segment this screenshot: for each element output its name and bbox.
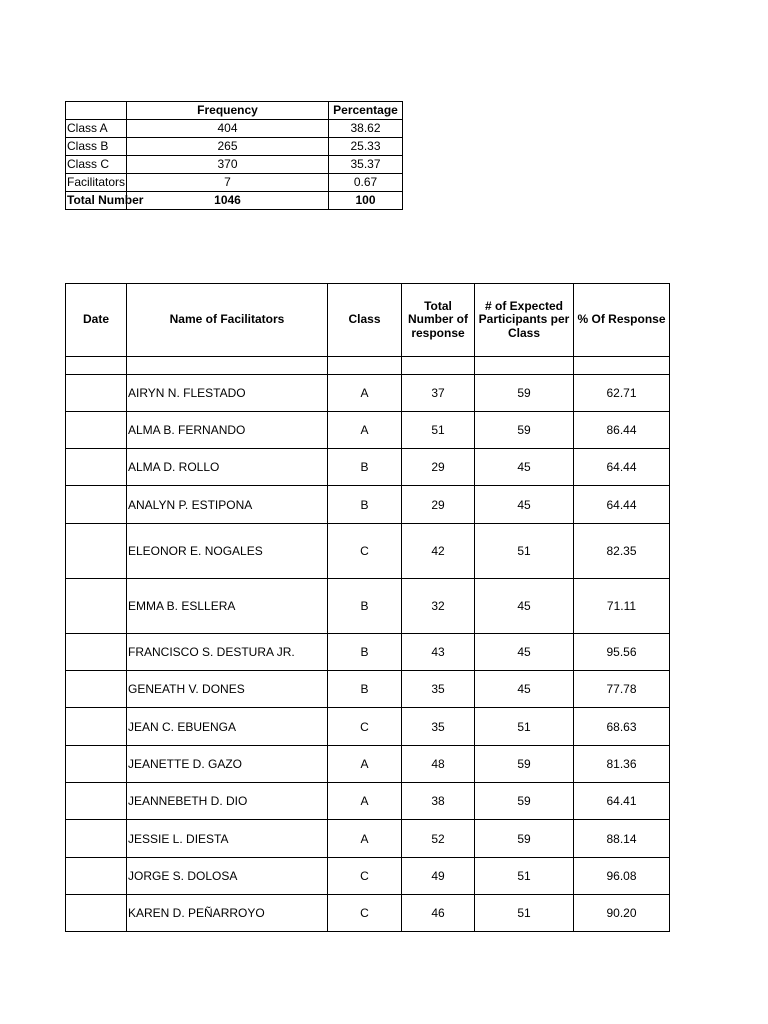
total-response-cell: 46: [402, 895, 475, 932]
date-cell: [66, 524, 127, 579]
date-cell: [66, 783, 127, 820]
date-cell: [66, 486, 127, 524]
percent-response-cell: 95.56: [574, 634, 670, 671]
class-cell: B: [328, 671, 402, 708]
summary-header-percentage: Percentage: [329, 102, 403, 120]
facilitator-row: [66, 524, 670, 579]
date-cell: [66, 820, 127, 858]
facilitators-header-row: [66, 284, 670, 357]
facilitator-name: JEAN C. EBUENGA: [127, 708, 328, 746]
facilitator-row: [66, 412, 670, 449]
class-cell: C: [328, 708, 402, 746]
facilitator-name: JEANETTE D. GAZO: [127, 746, 328, 783]
total-response-cell: 35: [402, 671, 475, 708]
percent-response-cell: 64.44: [574, 449, 670, 486]
header-date: Date: [66, 284, 127, 357]
facilitator-row: [66, 375, 670, 412]
percent-response-cell: 64.41: [574, 783, 670, 820]
summary-row-frequency: 370: [127, 156, 329, 174]
date-cell: [66, 375, 127, 412]
percent-response-cell: 90.20: [574, 895, 670, 932]
percent-response-cell: 71.11: [574, 579, 670, 634]
facilitator-row: [66, 579, 670, 634]
facilitator-row: [66, 746, 670, 783]
total-response-cell: 43: [402, 634, 475, 671]
total-response-cell: 32: [402, 579, 475, 634]
class-cell: C: [328, 895, 402, 932]
facilitators-table: [65, 283, 670, 932]
header-expected: # of Expected Participants per Class: [475, 284, 574, 357]
summary-row-percentage: 0.67: [329, 174, 403, 192]
summary-header-label: [66, 102, 127, 120]
class-cell: A: [328, 746, 402, 783]
expected-participants-cell: 59: [475, 746, 574, 783]
percent-response-cell: 96.08: [574, 858, 670, 895]
total-response-cell: 37: [402, 375, 475, 412]
expected-participants-cell: 45: [475, 579, 574, 634]
expected-participants-cell: 51: [475, 524, 574, 579]
summary-row-label: Class C: [66, 156, 127, 174]
summary-row-label: Class B: [66, 138, 127, 156]
facilitator-name: GENEATH V. DONES: [127, 671, 328, 708]
total-response-cell: 52: [402, 820, 475, 858]
facilitator-name: FRANCISCO S. DESTURA JR.: [127, 634, 328, 671]
expected-participants-cell: 51: [475, 858, 574, 895]
expected-participants-cell: 51: [475, 708, 574, 746]
total-response-cell: 35: [402, 708, 475, 746]
summary-row: [66, 138, 403, 156]
header-percent-response: % Of Response: [574, 284, 670, 357]
percent-response-cell: 82.35: [574, 524, 670, 579]
percent-response-cell: 68.63: [574, 708, 670, 746]
summary-header-row: [66, 102, 403, 120]
expected-participants-cell: 59: [475, 412, 574, 449]
date-cell: [66, 449, 127, 486]
facilitator-name: ELEONOR E. NOGALES: [127, 524, 328, 579]
summary-row: [66, 156, 403, 174]
summary-row: [66, 174, 403, 192]
class-cell: A: [328, 412, 402, 449]
summary-row-percentage: 38.62: [329, 120, 403, 138]
total-response-cell: 42: [402, 524, 475, 579]
percent-response-cell: 62.71: [574, 375, 670, 412]
facilitator-row: [66, 634, 670, 671]
class-cell: A: [328, 375, 402, 412]
summary-row-frequency: 7: [127, 174, 329, 192]
expected-participants-cell: 59: [475, 375, 574, 412]
percent-response-cell: 64.44: [574, 486, 670, 524]
class-cell: B: [328, 579, 402, 634]
spacer-cell: [66, 357, 127, 375]
facilitator-row: [66, 486, 670, 524]
facilitator-name: ANALYN P. ESTIPONA: [127, 486, 328, 524]
class-cell: C: [328, 858, 402, 895]
facilitator-name: JEANNEBETH D. DIO: [127, 783, 328, 820]
date-cell: [66, 412, 127, 449]
facilitators-body: [66, 357, 670, 932]
spacer-cell: [475, 357, 574, 375]
summary-row-label: Class A: [66, 120, 127, 138]
spacer-cell: [127, 357, 328, 375]
date-cell: [66, 708, 127, 746]
date-cell: [66, 671, 127, 708]
expected-participants-cell: 45: [475, 449, 574, 486]
date-cell: [66, 746, 127, 783]
summary-row: [66, 120, 403, 138]
summary-row-percentage: 35.37: [329, 156, 403, 174]
class-cell: C: [328, 524, 402, 579]
summary-row-percentage: 25.33: [329, 138, 403, 156]
date-cell: [66, 895, 127, 932]
spacer-cell: [402, 357, 475, 375]
class-cell: B: [328, 486, 402, 524]
expected-participants-cell: 45: [475, 634, 574, 671]
summary-header-frequency: Frequency: [127, 102, 329, 120]
class-cell: A: [328, 783, 402, 820]
expected-participants-cell: 51: [475, 895, 574, 932]
facilitator-name: AIRYN N. FLESTADO: [127, 375, 328, 412]
percent-response-cell: 77.78: [574, 671, 670, 708]
facilitator-row: [66, 449, 670, 486]
facilitator-row: [66, 708, 670, 746]
total-response-cell: 29: [402, 486, 475, 524]
header-name: Name of Facilitators: [127, 284, 328, 357]
class-cell: B: [328, 449, 402, 486]
facilitator-row: [66, 895, 670, 932]
summary-total-row: [66, 192, 403, 210]
summary-total-label: Total Number: [66, 192, 127, 210]
date-cell: [66, 634, 127, 671]
facilitator-row: [66, 783, 670, 820]
expected-participants-cell: 45: [475, 486, 574, 524]
summary-total-percentage: 100: [329, 192, 403, 210]
total-response-cell: 29: [402, 449, 475, 486]
facilitator-row: [66, 820, 670, 858]
spacer-row: [66, 357, 670, 375]
class-cell: B: [328, 634, 402, 671]
date-cell: [66, 579, 127, 634]
summary-row-label: Facilitators: [66, 174, 127, 192]
header-class: Class: [328, 284, 402, 357]
total-response-cell: 38: [402, 783, 475, 820]
summary-table: [65, 101, 403, 210]
expected-participants-cell: 59: [475, 783, 574, 820]
summary-row-frequency: 404: [127, 120, 329, 138]
percent-response-cell: 86.44: [574, 412, 670, 449]
total-response-cell: 49: [402, 858, 475, 895]
facilitator-name: ALMA B. FERNANDO: [127, 412, 328, 449]
facilitator-row: [66, 671, 670, 708]
class-cell: A: [328, 820, 402, 858]
facilitator-name: JORGE S. DOLOSA: [127, 858, 328, 895]
total-response-cell: 51: [402, 412, 475, 449]
facilitator-name: KAREN D. PEÑARROYO: [127, 895, 328, 932]
percent-response-cell: 88.14: [574, 820, 670, 858]
header-total-response: Total Number of response: [402, 284, 475, 357]
expected-participants-cell: 45: [475, 671, 574, 708]
total-response-cell: 48: [402, 746, 475, 783]
summary-row-frequency: 265: [127, 138, 329, 156]
date-cell: [66, 858, 127, 895]
summary-total-frequency: 1046: [127, 192, 329, 210]
expected-participants-cell: 59: [475, 820, 574, 858]
facilitator-name: EMMA B. ESLLERA: [127, 579, 328, 634]
facilitator-name: JESSIE L. DIESTA: [127, 820, 328, 858]
facilitator-row: [66, 858, 670, 895]
spacer-cell: [328, 357, 402, 375]
spacer-cell: [574, 357, 670, 375]
facilitator-name: ALMA D. ROLLO: [127, 449, 328, 486]
percent-response-cell: 81.36: [574, 746, 670, 783]
